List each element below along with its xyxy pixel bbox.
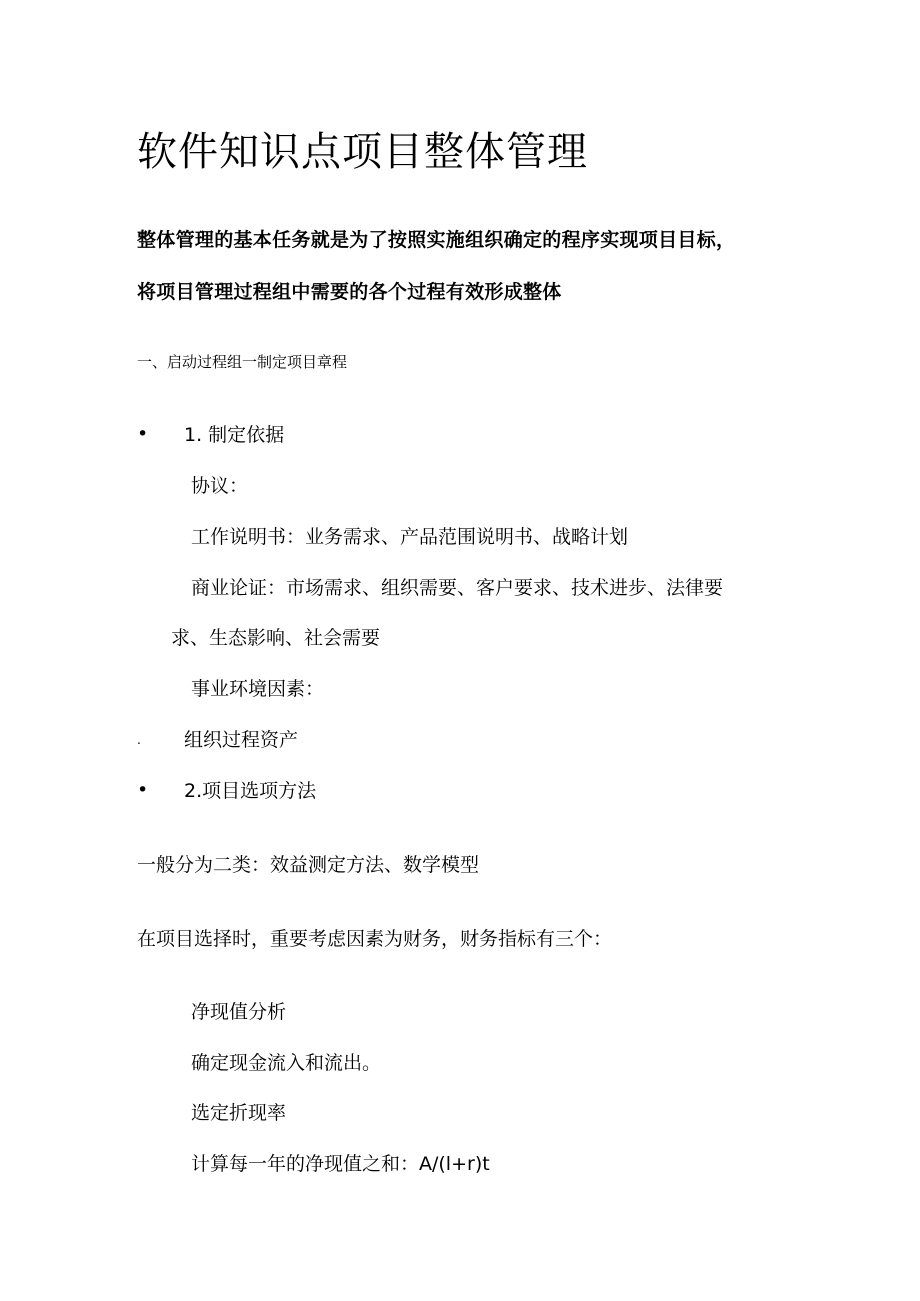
bullet-icon: • bbox=[137, 779, 149, 801]
small-dot-marker: . bbox=[137, 733, 141, 747]
basis-business-case-line-2: 求、生态影响、社会需要 bbox=[171, 627, 381, 649]
basis-business-case-line-1: 商业论证：市场需求、组织需要、客户要求、技术进步、法律要 bbox=[191, 577, 724, 599]
basis-statement-of-work: 工作说明书：业务需求、产品范围说明书、战略计划 bbox=[191, 526, 629, 548]
npv-step-cashflow: 确定现金流入和流出。 bbox=[191, 1052, 382, 1074]
document-title: 软件知识点项目整体管理 bbox=[137, 129, 588, 175]
intro-line-2: 将项目管理过程组中需要的各个过程有效形成整体 bbox=[137, 281, 562, 303]
item-heading-selection-methods: 2.项目选项方法 bbox=[184, 780, 317, 802]
paragraph-categories: 一般分为二类：效益测定方法、数学模型 bbox=[137, 854, 480, 876]
npv-step-discount-rate: 选定折现率 bbox=[191, 1102, 287, 1124]
bullet-icon: • bbox=[137, 423, 149, 445]
intro-line-1: 整体管理的基本任务就是为了按照实施组织确定的程序实现项目目标， bbox=[137, 229, 736, 251]
npv-title: 净现值分析 bbox=[191, 1001, 287, 1023]
basis-agreement: 协议： bbox=[191, 475, 249, 497]
paragraph-financial-indicators: 在项目选择时，重要考虑因素为财务，财务指标有三个： bbox=[137, 928, 613, 950]
basis-process-assets: 组织过程资产 bbox=[184, 729, 299, 751]
npv-step-sum: 计算每一年的净现值之和：A/(l+r)t bbox=[191, 1153, 490, 1175]
item-heading-basis: 1. 制定依据 bbox=[184, 424, 285, 446]
basis-enterprise-factors: 事业环境因素： bbox=[191, 678, 325, 700]
section-heading-initiation: 一、启动过程组一制定项目章程 bbox=[137, 353, 348, 371]
